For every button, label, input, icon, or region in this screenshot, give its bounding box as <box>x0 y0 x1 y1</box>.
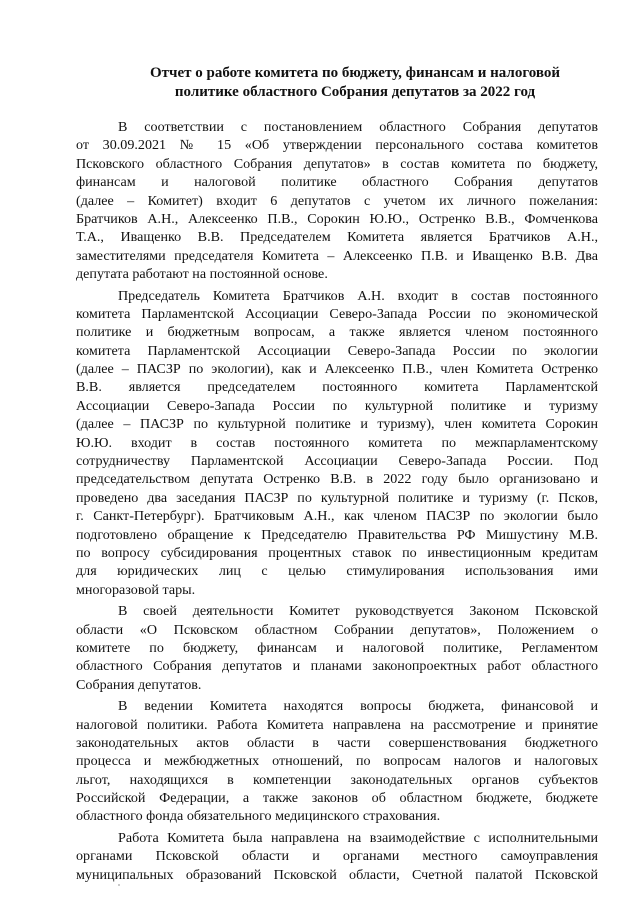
text-line: области «О Псковском областном Собрании депутатов», Положением о <box>76 621 598 638</box>
text-line: (далее – Комитет) входит 6 депутатов с учетом их личного пожелания: <box>76 192 598 209</box>
text-line: (далее – ПАСЗР по культурной политике и туризму), член комитета Сорокин <box>76 416 598 433</box>
text-line: проведено два заседания ПАСЗР по культурной политике и туризму (г. Псков, <box>76 489 598 506</box>
title-line: политике областного Собрания депутатов за 2022 год <box>174 84 536 100</box>
text-line: г. Санкт-Петербург). Братчиковым А.Н., как членом ПАСЗР по экологии было <box>76 508 598 525</box>
text-line: подготовлено обращение к Председателю Правительства РФ Мишустину М.В. <box>76 526 598 543</box>
text-line: В своей деятельности Комитет руководствуется Законом Псковской <box>118 603 598 620</box>
text-line: для юридических лиц с целью стимулирования использования ими <box>76 563 598 580</box>
text-line: льгот, находящихся в компетенции законодательных органов субъектов <box>76 771 598 788</box>
text-line: муниципальных образований Псковской области, Счетной палатой Псковской <box>76 866 598 883</box>
text-line: Т.А., Иващенко В.В. Председателем Комитета является Братчиков А.Н., <box>76 229 598 246</box>
text-line: В соответствии с постановлением областного Собрания депутатов <box>118 119 598 135</box>
document-title <box>120 64 590 102</box>
paragraph <box>76 602 598 694</box>
scan-speck <box>118 884 120 886</box>
text-line: комитета Парламентской Ассоциации Северо-Запада России по экологии <box>76 342 598 359</box>
title-line: Отчет о работе комитета по бюджету, финансам и налоговой <box>149 65 561 81</box>
text-line: областного фонда обязательного медицинского страхования. <box>76 808 441 825</box>
paragraph <box>76 118 598 284</box>
text-line: сотрудничеству Парламентской Ассоциации Северо-Запада России. Под <box>76 453 598 470</box>
text-line: В.В. является председателем постоянного комитета Парламентской <box>76 379 598 396</box>
text-line: депутата работают на постоянной основе. <box>76 266 328 283</box>
text-line: Псковского областного Собрания депутатов» в состав комитета по бюджету, <box>76 155 598 172</box>
document-body <box>76 118 598 887</box>
paragraph <box>76 829 598 884</box>
paragraph <box>76 287 598 600</box>
text-line: Братчиков А.Н., Алексеенко П.В., Сорокин Ю.Ю., Остренко В.В., Фомченкова <box>76 210 598 227</box>
text-line: политике и бюджетным вопросам, а также является членом постоянного <box>76 324 598 341</box>
text-line: от 30.09.2021 № 15 «Об утверждении персонального состава комитетов <box>76 137 598 154</box>
text-line: областного Собрания депутатов и планами законопроектных работ областного <box>76 658 598 675</box>
text-line: законодательных актов области в части совершенствования бюджетного <box>76 734 598 751</box>
text-line: Ассоциации Северо-Запада России по культурной политике и туризму <box>76 397 598 414</box>
text-line: процесса и межбюджетных отношений, по вопросам налогов и налоговых <box>76 753 598 770</box>
text-line: (далее – ПАСЗР по экологии), как и Алексеенко П.В., член Комитета Остренко <box>76 361 598 378</box>
text-line: комитета Парламентской Ассоциации Северо-Запада России по экономической <box>76 305 598 322</box>
text-line: по вопросу субсидирования процентных ставок по инвестиционным кредитам <box>76 544 598 561</box>
text-line: финансам и налоговой политике областного Собрания депутатов <box>76 174 598 191</box>
text-line: Председатель Комитета Братчиков А.Н. входит в состав постоянного <box>118 287 598 304</box>
text-line: Ю.Ю. входит в состав постоянного комитета по межпарламентскому <box>76 434 598 451</box>
text-line: многоразовой тары. <box>76 581 196 598</box>
paragraph <box>76 697 598 826</box>
text-line: В ведении Комитета находятся вопросы бюджета, финансовой и <box>118 698 598 715</box>
text-line: органами Псковской области и органами местного самоуправления <box>76 848 598 865</box>
text-line: Работа Комитета была направлена на взаимодействие с исполнительными <box>118 829 598 846</box>
text-line: председательством депутата Остренко В.В. в 2022 году было организовано и <box>76 471 598 488</box>
text-line: Собрания депутатов. <box>76 676 202 693</box>
text-line: Российской Федерации, а также законов об областном бюджете, бюджете <box>76 790 598 807</box>
text-line: налоговой политики. Работа Комитета направлена на рассмотрение и принятие <box>76 716 598 733</box>
text-line: комитете по бюджету, финансам и налоговой политике, Регламентом <box>76 639 598 656</box>
text-line: заместителями председателя Комитета – Алексеенко П.В. и Иващенко В.В. Два <box>76 247 598 264</box>
